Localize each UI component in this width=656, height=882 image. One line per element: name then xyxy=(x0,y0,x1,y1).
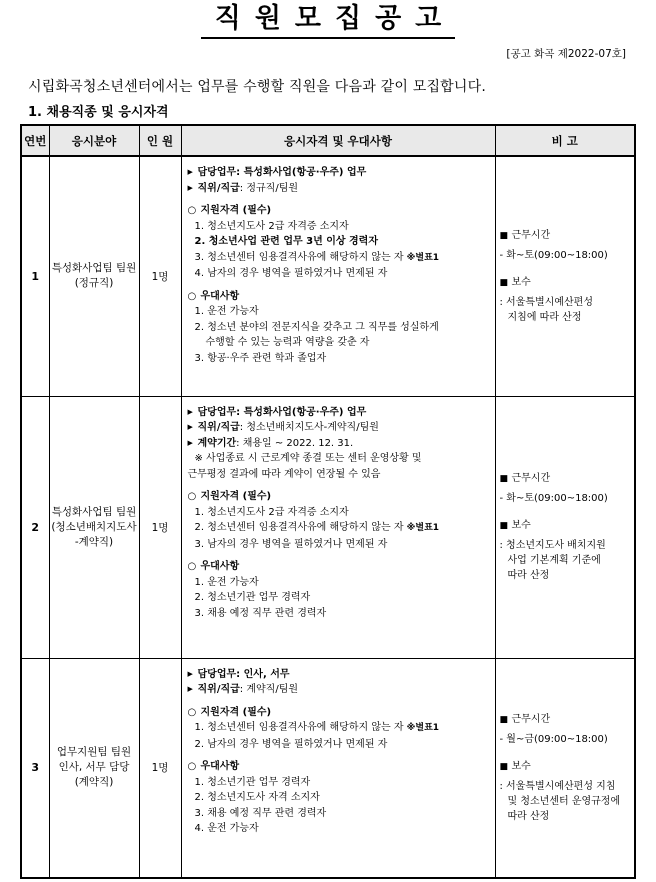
note-cell xyxy=(495,156,635,396)
preferred-item: 1. 운전 가능자 xyxy=(194,306,259,317)
required-heading xyxy=(188,489,489,505)
headcount: 1명 xyxy=(139,156,181,396)
spacer xyxy=(188,196,489,203)
duty-label: 직위/직급 xyxy=(197,182,240,194)
duty-note: 근무평정 결과에 따라 계약이 연장될 수 있음 xyxy=(187,468,381,480)
spacer xyxy=(188,752,489,759)
duty-value: : 청소년배치지도사-계약직/팀원 xyxy=(239,422,379,433)
square-bullet-icon: ■ xyxy=(499,521,509,531)
note-title-line xyxy=(500,712,631,728)
preferred-title: 우대사항 xyxy=(200,290,240,302)
required-item xyxy=(188,219,489,235)
note-line: - 월~금(09:00~18:00) xyxy=(499,733,608,745)
note-cell xyxy=(495,396,635,658)
required-item xyxy=(188,737,489,753)
required-heading xyxy=(188,203,489,219)
note-title-line xyxy=(500,275,631,291)
table-row xyxy=(21,396,635,658)
required-item xyxy=(188,266,489,282)
circle-bullet-icon: ○ xyxy=(187,706,197,718)
note-title: 근무시간 xyxy=(511,229,551,241)
required-item xyxy=(188,505,489,521)
spacer xyxy=(188,552,489,559)
duty-line xyxy=(188,420,489,436)
triangle-bullet-icon: ▶ xyxy=(187,685,193,693)
note-line: 지침에 따라 산정 xyxy=(507,311,582,323)
qualification-cell xyxy=(181,156,495,396)
note-title: 보수 xyxy=(511,520,531,531)
duty-label: 담당업무: 특성화사업(항공·우주) 업무 xyxy=(197,167,367,178)
required-title: 지원자격 (필수) xyxy=(200,706,272,718)
recruit-field xyxy=(49,156,139,396)
required-title: 지원자격 (필수) xyxy=(200,491,272,502)
note-title: 보수 xyxy=(511,760,531,772)
required-heading xyxy=(188,705,489,721)
recruit-field-line: (청소년배치지도사 xyxy=(51,520,137,533)
required-item xyxy=(188,250,489,267)
note-line: : 청소년지도사 배치지원 xyxy=(499,540,606,551)
required-title: 지원자격 (필수) xyxy=(200,205,272,216)
header-count: 인 원 xyxy=(139,125,181,156)
preferred-item: 3. 채용 예정 직무 관련 경력자 xyxy=(194,607,327,619)
note-line: 따라 산정 xyxy=(507,570,550,581)
required-text: 2. 청소년사업 관련 업무 3년 이상 경력자 xyxy=(194,236,379,247)
recruit-field xyxy=(49,658,139,878)
duty-value: : 계약직/팀원 xyxy=(239,684,299,695)
duty-note: ※ 사업종료 시 근로계약 종결 또는 센터 운영상황 및 xyxy=(194,453,422,464)
required-item xyxy=(188,720,489,737)
note-title: 근무시간 xyxy=(511,713,551,725)
required-text: 3. 청소년센터 임용결격사유에 해당하지 않는 자 xyxy=(194,251,404,263)
square-bullet-icon: ■ xyxy=(499,277,509,288)
note-title-line xyxy=(500,759,631,775)
note-line: - 화~토(09:00~18:00) xyxy=(499,249,608,261)
spacer xyxy=(500,263,631,275)
duty-line xyxy=(188,165,489,181)
duty-value: : 채용일 ~ 2022. 12. 31. xyxy=(236,437,354,449)
appendix-mark: ※별표1 xyxy=(406,523,440,533)
header-note: 비 고 xyxy=(495,125,635,156)
appendix-mark: ※별표1 xyxy=(406,252,440,263)
preferred-item: 3. 항공·우주 관련 학과 졸업자 xyxy=(194,352,327,364)
note-title: 근무시간 xyxy=(511,473,551,484)
recruit-field-line: 특성화사업팀 팀원 xyxy=(51,262,137,275)
preferred-heading xyxy=(188,759,489,775)
row-number: 2 xyxy=(21,396,49,658)
required-item xyxy=(188,234,489,250)
note-line: 따라 산정 xyxy=(507,810,550,822)
triangle-bullet-icon: ▶ xyxy=(187,438,193,447)
required-text: 1. 청소년지도사 2급 자격증 소지자 xyxy=(194,506,349,518)
square-bullet-icon: ■ xyxy=(499,761,509,772)
page-title: 직원모집공고 xyxy=(0,2,656,39)
preferred-item: 2. 청소년지도사 자격 소지자 xyxy=(194,792,320,803)
required-text: 4. 남자의 경우 병역을 필하였거나 면제된 자 xyxy=(194,268,388,279)
duty-value: : 정규직/팀원 xyxy=(239,182,299,194)
appendix-mark: ※별표1 xyxy=(406,723,440,733)
triangle-bullet-icon: ▶ xyxy=(187,669,193,678)
triangle-bullet-icon: ▶ xyxy=(187,168,193,176)
duty-line xyxy=(188,181,489,197)
note-title-line xyxy=(500,228,631,244)
duty-line xyxy=(188,436,489,452)
duty-label: 담당업무: 인사, 서무 xyxy=(197,668,290,680)
square-bullet-icon: ■ xyxy=(499,714,509,725)
table-row xyxy=(21,156,635,396)
preferred-item: 2. 청소년 분야의 전문지식을 갖추고 그 직무를 성실하게 xyxy=(194,321,439,333)
qualification-cell xyxy=(181,396,495,658)
notice-number: [공고 화곡 제2022-07호] xyxy=(506,48,626,60)
recruit-field-line: -계약직) xyxy=(74,535,114,548)
preferred-title: 우대사항 xyxy=(200,561,240,572)
note-line: 및 청소년센터 운영규정에 xyxy=(507,795,621,807)
duty-label: 담당업무: 특성화사업(항공·우주) 업무 xyxy=(197,406,367,418)
square-bullet-icon: ■ xyxy=(499,474,509,484)
recruit-field-line: 특성화사업팀 팀원 xyxy=(51,505,137,518)
triangle-bullet-icon: ▶ xyxy=(187,423,193,431)
circle-bullet-icon: ○ xyxy=(187,491,197,502)
preferred-item: 2. 청소년기관 업무 경력자 xyxy=(194,592,311,603)
preferred-item: 수행할 수 있는 능력과 역량을 갖춘 자 xyxy=(205,337,370,348)
note-line: : 서울특별시예산편성 xyxy=(499,296,593,308)
intro-text: 시립화곡청소년센터에서는 업무를 수행할 직원을 다음과 같이 모집합니다. xyxy=(28,79,486,95)
note-title-line xyxy=(500,471,631,487)
note-cell xyxy=(495,658,635,878)
spacer xyxy=(188,698,489,705)
circle-bullet-icon: ○ xyxy=(187,561,197,572)
recruit-field-line: 인사, 서무 담당 xyxy=(58,761,130,774)
recruitment-table xyxy=(20,124,636,879)
duty-line xyxy=(188,682,489,698)
note-title: 보수 xyxy=(511,276,531,288)
note-line: - 화~토(09:00~18:00) xyxy=(499,493,608,504)
required-text: 2. 청소년센터 임용결격사유에 해당하지 않는 자 xyxy=(194,522,404,533)
recruit-field-line: (정규직) xyxy=(74,277,114,290)
headcount: 1명 xyxy=(139,396,181,658)
preferred-item: 4. 운전 가능자 xyxy=(194,823,259,834)
triangle-bullet-icon: ▶ xyxy=(187,407,193,416)
note-title-line xyxy=(500,518,631,534)
required-text: 3. 남자의 경우 병역을 필하였거나 면제된 자 xyxy=(194,538,388,550)
spacer xyxy=(188,482,489,489)
preferred-item: 3. 채용 예정 직무 관련 경력자 xyxy=(194,807,327,819)
recruit-field-line: 업무지원팀 팀원 xyxy=(56,746,132,759)
duty-line xyxy=(188,667,489,683)
note-line: 사업 기본계획 기준에 xyxy=(507,555,601,566)
preferred-heading xyxy=(188,559,489,575)
qualification-cell xyxy=(181,658,495,878)
required-item xyxy=(188,537,489,553)
row-number: 1 xyxy=(21,156,49,396)
headcount: 1명 xyxy=(139,658,181,878)
required-item xyxy=(188,520,489,537)
header-field: 응시분야 xyxy=(49,125,139,156)
preferred-title: 우대사항 xyxy=(200,761,240,772)
row-number: 3 xyxy=(21,658,49,878)
recruit-field xyxy=(49,396,139,658)
duty-label: 계약기간 xyxy=(197,437,237,449)
preferred-heading xyxy=(188,289,489,305)
duty-label: 직위/직급 xyxy=(197,422,240,433)
recruit-field-line: (계약직) xyxy=(74,776,114,789)
duty-line xyxy=(188,405,489,421)
header-no: 연번 xyxy=(21,125,49,156)
header-qualification: 응시자격 및 우대사항 xyxy=(181,125,495,156)
preferred-item: 1. 운전 가능자 xyxy=(194,576,259,588)
section-heading: 1. 채용직종 및 응시자격 xyxy=(28,105,169,120)
table-header-row xyxy=(21,125,635,156)
required-text: 1. 청소년센터 임용결격사유에 해당하지 않는 자 xyxy=(194,722,404,733)
duty-label: 직위/직급 xyxy=(197,684,240,695)
circle-bullet-icon: ○ xyxy=(187,761,197,772)
spacer xyxy=(188,282,489,289)
spacer xyxy=(500,747,631,759)
note-line: : 서울특별시예산편성 지침 xyxy=(499,780,616,792)
triangle-bullet-icon: ▶ xyxy=(187,183,193,192)
preferred-item: 1. 청소년기관 업무 경력자 xyxy=(194,776,311,788)
required-text: 2. 남자의 경우 병역을 필하였거나 면제된 자 xyxy=(194,738,388,750)
circle-bullet-icon: ○ xyxy=(187,205,197,216)
table-row xyxy=(21,658,635,878)
square-bullet-icon: ■ xyxy=(499,230,509,241)
spacer xyxy=(500,506,631,518)
required-text: 1. 청소년지도사 2급 자격증 소지자 xyxy=(194,220,349,232)
circle-bullet-icon: ○ xyxy=(187,290,197,302)
